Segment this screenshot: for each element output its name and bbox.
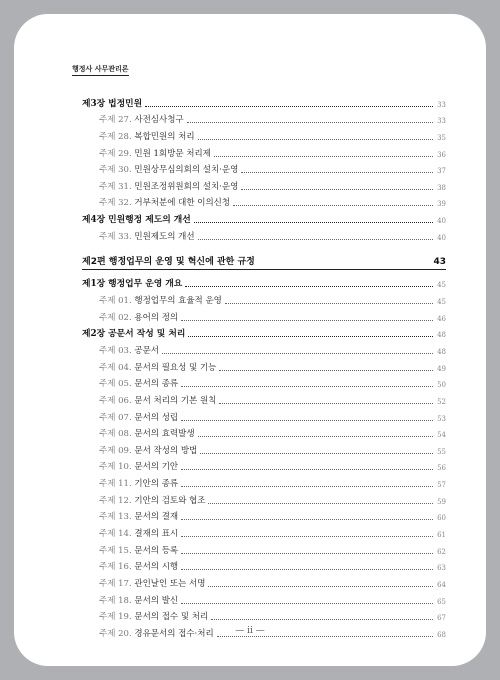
- dot-leader: [194, 222, 433, 223]
- dot-leader: [219, 403, 433, 404]
- toc-entry-number: 주제 17.: [99, 578, 132, 589]
- dot-leader: [241, 172, 433, 173]
- dot-leader: [181, 486, 433, 487]
- toc-entry-number: 주제 20.: [99, 628, 132, 639]
- toc-page-number: 38: [437, 183, 446, 192]
- toc-entry-row: [82, 356, 446, 373]
- toc-entry-row: [82, 589, 446, 606]
- part-heading: [82, 254, 446, 270]
- toc-entry-row: [82, 522, 446, 539]
- dot-leader: [198, 139, 433, 140]
- dot-leader: [181, 386, 433, 387]
- toc-entry-title: 민원상무심의회의 설치·운영: [134, 165, 239, 176]
- toc-entry-title: 민원 1회방문 처리제: [134, 148, 211, 159]
- toc-entry-row: [82, 456, 446, 473]
- toc-entry-number: 주제 30.: [99, 165, 132, 176]
- toc-entry-row: [82, 606, 446, 623]
- toc-page-number: 55: [437, 447, 446, 456]
- toc-chapter-title: 제1장 행정업무 운영 개요: [82, 279, 183, 290]
- toc-entry-title: 거부처분에 대한 이의신청: [134, 198, 231, 209]
- dot-leader: [198, 239, 433, 240]
- toc-entry-title: 문서의 성립: [134, 412, 179, 423]
- dot-leader: [211, 619, 433, 620]
- toc-entry-row: [82, 109, 446, 126]
- toc-entry-title: 문서의 등록: [134, 545, 179, 556]
- toc-entry-title: 복합민원의 처리: [134, 131, 195, 142]
- toc-entry-row: [82, 159, 446, 176]
- toc-page-number: 60: [437, 514, 446, 523]
- toc-entry-title: 문서 처리의 기본 원칙: [134, 395, 217, 406]
- toc-section-top: [82, 92, 446, 242]
- toc-entry-number: 주제 32.: [99, 198, 132, 209]
- toc-entry-number: 주제 31.: [99, 181, 132, 192]
- toc-entry-title: 관인날인 또는 서명: [134, 578, 206, 589]
- toc-page-number: 62: [437, 547, 446, 556]
- toc-entry-number: 주제 28.: [99, 131, 132, 142]
- dot-leader: [208, 586, 433, 587]
- toc-entry-row: [82, 389, 446, 406]
- dot-leader: [185, 286, 433, 287]
- toc-page-number: 35: [437, 133, 446, 142]
- toc-entry-number: 주제 07.: [99, 412, 132, 423]
- dot-leader: [145, 106, 433, 107]
- toc-page-number: 36: [437, 150, 446, 159]
- toc-page-number: 40: [437, 233, 446, 242]
- toc-entry-title: 기안의 종류: [134, 479, 179, 490]
- toc-entry-number: 주제 05.: [99, 379, 132, 390]
- toc-entry-title: 사전심사청구: [134, 115, 184, 126]
- toc-entry-row: [82, 175, 446, 192]
- toc-entry-title: 문서의 기안: [134, 462, 179, 473]
- toc-entry-title: 민원조정위원회의 설치·운영: [134, 181, 239, 192]
- toc-page-number: 50: [437, 381, 446, 390]
- toc-page-number: 33: [437, 117, 446, 126]
- toc-entry-title: 문서의 결재: [134, 512, 179, 523]
- toc-entry-number: 주제 18.: [99, 595, 132, 606]
- toc-page-number: 65: [437, 597, 446, 606]
- toc-entry-number: 주제 29.: [99, 148, 132, 159]
- toc-entry-title: 기안의 검토와 협조: [134, 495, 206, 506]
- toc-entry-number: 주제 03.: [99, 345, 132, 356]
- toc-entry-row: [82, 125, 446, 142]
- dot-leader: [225, 303, 433, 304]
- toc-entry-title: 문서의 발신: [134, 595, 179, 606]
- toc-entry-row: [82, 142, 446, 159]
- toc-page-number: 45: [437, 281, 446, 290]
- dot-leader: [181, 569, 433, 570]
- toc-entry-row: [82, 225, 446, 242]
- toc-entry-title: 문서의 시행: [134, 562, 179, 573]
- part-page: 43: [433, 256, 446, 267]
- toc-entry-number: 주제 16.: [99, 562, 132, 573]
- dot-leader: [241, 189, 433, 190]
- dot-leader: [208, 503, 433, 504]
- toc-entry-row: [82, 556, 446, 573]
- page-number-footer: — ii —: [235, 626, 265, 636]
- toc-page-number: 52: [437, 397, 446, 406]
- toc-page-number: 54: [437, 431, 446, 440]
- toc-entry-number: 주제 14.: [99, 529, 132, 540]
- dot-leader: [200, 453, 433, 454]
- toc-entry-title: 문서의 필요성 및 기능: [134, 362, 217, 373]
- toc-entry-title: 경유문서의 접수·처리: [134, 628, 214, 639]
- toc-entry-number: 주제 10.: [99, 462, 132, 473]
- toc-entry-title: 민원제도의 개선: [134, 231, 195, 242]
- toc-entry-row: [82, 539, 446, 556]
- toc-chapter-title: 제2장 공문서 작성 및 처리: [82, 329, 186, 340]
- toc-entry-title: 공문서: [134, 345, 159, 356]
- toc-page-number: 64: [437, 580, 446, 589]
- running-header: 행정사 사무관리론: [72, 64, 129, 76]
- toc-entry-number: 주제 13.: [99, 512, 132, 523]
- dot-leader: [188, 336, 433, 337]
- toc-entry-number: 주제 27.: [99, 115, 132, 126]
- dot-leader: [162, 353, 433, 354]
- toc-entry-number: 주제 01.: [99, 296, 132, 307]
- toc-page-number: 61: [437, 531, 446, 540]
- toc-entry-row: [82, 506, 446, 523]
- dot-leader: [217, 636, 433, 637]
- dot-leader: [219, 370, 433, 371]
- toc-entry-number: 주제 15.: [99, 545, 132, 556]
- toc-entry-row: [82, 289, 446, 306]
- dot-leader: [181, 603, 433, 604]
- toc-page-number: 53: [437, 414, 446, 423]
- toc-entry-title: 문서 작성의 방법: [134, 445, 198, 456]
- dot-leader: [181, 519, 433, 520]
- toc-entry-number: 주제 09.: [99, 445, 132, 456]
- dot-leader: [181, 469, 433, 470]
- dot-leader: [181, 420, 433, 421]
- toc-entry-title: 결재의 표시: [134, 529, 179, 540]
- toc-page-number: 57: [437, 481, 446, 490]
- toc-page-number: 59: [437, 497, 446, 506]
- dot-leader: [233, 205, 433, 206]
- toc-entry-number: 주제 02.: [99, 312, 132, 323]
- toc-entry-number: 주제 08.: [99, 429, 132, 440]
- book-page: [14, 14, 486, 666]
- dot-leader: [187, 122, 433, 123]
- toc-entry-title: 용어의 정의: [134, 312, 179, 323]
- toc-entry-number: 주제 19.: [99, 612, 132, 623]
- toc-entry-row: [82, 373, 446, 390]
- toc-entry-title: 문서의 접수 및 처리: [134, 612, 209, 623]
- toc-page-number: 63: [437, 564, 446, 573]
- toc-entry-title: 문서의 종류: [134, 379, 179, 390]
- toc-entry-number: 주제 33.: [99, 231, 132, 242]
- dot-leader: [181, 320, 433, 321]
- toc-page-number: 56: [437, 464, 446, 473]
- toc-entry-row: [82, 192, 446, 209]
- toc-entry-row: [82, 306, 446, 323]
- toc-page-number: 33: [437, 100, 446, 109]
- dot-leader: [214, 156, 433, 157]
- toc-entry-number: 주제 04.: [99, 362, 132, 373]
- dot-leader: [181, 536, 433, 537]
- toc-page-number: 39: [437, 200, 446, 209]
- toc-page-number: 48: [437, 331, 446, 340]
- toc-chapter-row: [82, 273, 446, 290]
- table-of-contents: [82, 92, 446, 639]
- toc-entry-row: [82, 472, 446, 489]
- toc-entry-number: 주제 11.: [99, 479, 132, 490]
- toc-page-number: 49: [437, 364, 446, 373]
- toc-chapter-title: 제3장 법정민원: [82, 98, 143, 109]
- toc-page-number: 37: [437, 167, 446, 176]
- toc-page-number: 67: [437, 614, 446, 623]
- dot-leader: [198, 436, 433, 437]
- toc-chapter-row: [82, 323, 446, 340]
- toc-chapter-title: 제4장 민원행정 제도의 개선: [82, 215, 191, 226]
- toc-page-number: 40: [437, 217, 446, 226]
- toc-section-bottom: [82, 273, 446, 639]
- toc-entry-row: [82, 572, 446, 589]
- dot-leader: [181, 553, 433, 554]
- toc-chapter-row: [82, 92, 446, 109]
- toc-entry-row: [82, 339, 446, 356]
- part-title: 제2편 행정업무의 운영 및 혁신에 관한 규정: [82, 256, 255, 267]
- toc-entry-row: [82, 406, 446, 423]
- toc-page-number: 68: [437, 630, 446, 639]
- toc-chapter-row: [82, 208, 446, 225]
- toc-entry-row: [82, 423, 446, 440]
- toc-page-number: 46: [437, 314, 446, 323]
- toc-entry-title: 행정업무의 효율적 운영: [134, 296, 222, 307]
- toc-entry-number: 주제 12.: [99, 495, 132, 506]
- toc-page-number: 45: [437, 298, 446, 307]
- toc-entry-row: [82, 439, 446, 456]
- toc-page-number: 48: [437, 347, 446, 356]
- toc-entry-row: [82, 489, 446, 506]
- toc-entry-number: 주제 06.: [99, 395, 132, 406]
- toc-entry-title: 문서의 효력발생: [134, 429, 195, 440]
